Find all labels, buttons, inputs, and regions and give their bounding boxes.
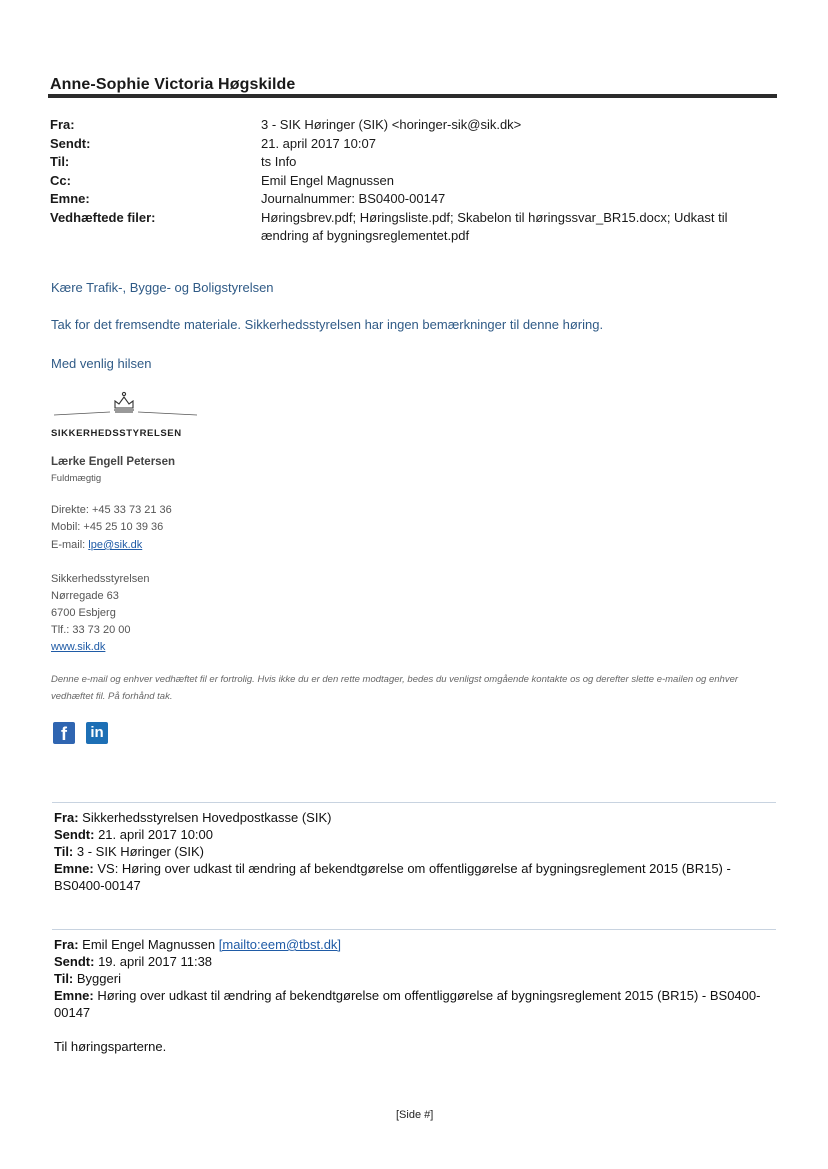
- header-value: Journalnummer: BS0400-00147: [261, 191, 446, 206]
- fw2-body: Til høringsparterne.: [54, 1039, 167, 1054]
- header-row-attachments: [50, 209, 780, 246]
- header-value: Høringsbrev.pdf; Høringsliste.pdf; Skabelon til høringssvar_BR15.docx; Udkast til ændring af bygningsreglementet.pdf: [261, 209, 728, 243]
- address-city: 6700 Esbjerg: [51, 607, 116, 619]
- header-row-to: [50, 153, 780, 172]
- forwarded-header-2: [54, 936, 779, 1055]
- email-link[interactable]: lpe@sik.dk: [88, 539, 143, 551]
- address-street: Nørregade 63: [51, 590, 119, 602]
- email-header: [50, 116, 780, 246]
- fw2-from: Fra: Emil Engel Magnussen [mailto:eem@tbst.dk]: [54, 937, 342, 952]
- header-row-cc: [50, 172, 780, 191]
- page-footer: [Side #]: [396, 1109, 434, 1121]
- fw2-to: Til: Byggeri: [54, 971, 121, 986]
- signature-name: Lærke Engell Petersen: [51, 456, 175, 468]
- greeting: Kære Trafik-, Bygge- og Boligstyrelsen: [51, 280, 274, 295]
- title-rule: [48, 94, 777, 98]
- facebook-icon[interactable]: f: [53, 722, 75, 744]
- disclaimer: Denne e-mail og enhver vedhæftet fil er fortrolig. Hvis ikke du er den rette modtager, bedes du venligst omgående kontakte os og derefter slette e-mailen og enhver vedhæftet fil. På forhånd tak.: [51, 674, 739, 702]
- signature-direct: Direkte: +45 33 73 21 36: [51, 504, 172, 516]
- signature-email-row: [51, 539, 142, 551]
- fw1-sent: Sendt: 21. april 2017 10:00: [54, 827, 213, 842]
- header-value: 3 - SIK Høringer (SIK) <horinger-sik@sik.dk>: [261, 117, 522, 132]
- fw1-subject: Emne: VS: Høring over udkast til ændring af bekendtgørelse om offentliggørelse af bygningsreglement 2015 (BR15) - BS0400-00147: [54, 861, 731, 893]
- header-value: Emil Engel Magnussen: [261, 172, 394, 188]
- signature-mobile: Mobil: +45 25 10 39 36: [51, 521, 164, 533]
- fw1-from: Fra: Sikkerhedsstyrelsen Hovedpostkasse (SIK): [54, 810, 332, 825]
- header-row-subject: [50, 190, 780, 209]
- header-key: Vedhæftede filer:: [50, 209, 156, 225]
- signature-role: Fuldmægtig: [51, 473, 102, 484]
- closing: Med venlig hilsen: [51, 356, 152, 371]
- separator: [52, 929, 776, 930]
- fw2-sent: Sendt: 19. april 2017 11:38: [54, 954, 213, 969]
- header-key: Til:: [50, 154, 70, 169]
- header-key: Fra:: [50, 117, 75, 132]
- document-title: Anne-Sophie Victoria Høgskilde: [50, 76, 296, 93]
- header-key: Cc:: [50, 172, 71, 188]
- header-value: 21. april 2017 10:07: [261, 135, 376, 151]
- website-link[interactable]: www.sik.dk: [51, 641, 106, 653]
- forwarded-header-1: [54, 809, 779, 894]
- email-label: E-mail:: [51, 539, 89, 551]
- fw2-subject: Emne: Høring over udkast til ændring af bekendtgørelse om offentliggørelse af bygningsreglement 2015 (BR15) - BS0400-00147: [54, 988, 761, 1020]
- mailto-link[interactable]: [mailto:eem@tbst.dk]: [218, 937, 342, 952]
- header-key: Emne:: [50, 191, 90, 206]
- header-key: Sendt:: [50, 135, 91, 151]
- separator: [52, 802, 776, 803]
- header-row-from: [50, 116, 780, 135]
- org-logo-text: SIKKERHEDSSTYRELSEN: [51, 428, 182, 439]
- address-phone: Tlf.: 33 73 20 00: [51, 624, 131, 636]
- crown-logo-icon: [52, 388, 202, 426]
- linkedin-icon[interactable]: in: [86, 722, 108, 744]
- message: Tak for det fremsendte materiale. Sikkerhedsstyrelsen har ingen bemærkninger til denne høring.: [51, 317, 604, 332]
- header-value: ts Info: [261, 154, 297, 169]
- address-org: Sikkerhedsstyrelsen: [51, 573, 150, 585]
- header-row-sent: [50, 135, 780, 154]
- fw1-to: Til: 3 - SIK Høringer (SIK): [54, 844, 205, 859]
